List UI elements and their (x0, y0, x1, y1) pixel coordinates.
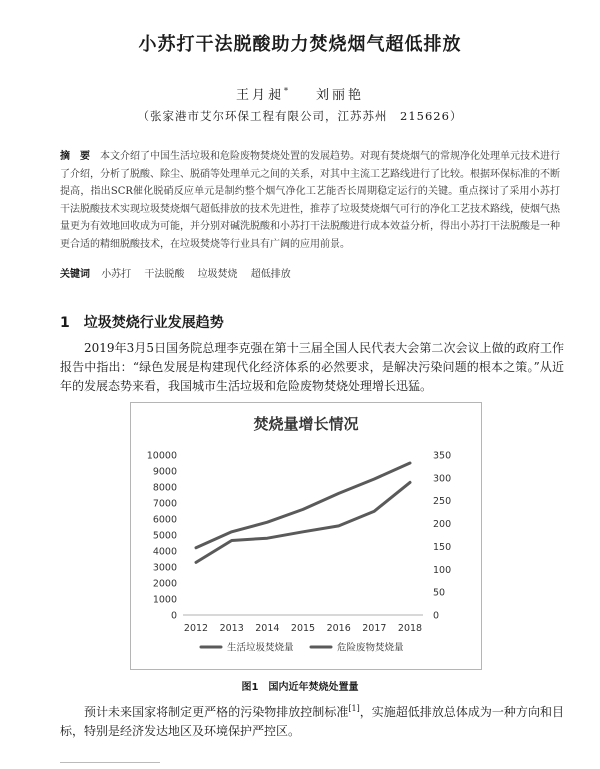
author-2: 刘丽艳 (316, 88, 365, 103)
keywords-label: 关键词 (60, 269, 90, 280)
x-tick-label: 2017 (362, 623, 387, 634)
y-right-tick-label: 50 (433, 587, 446, 599)
y-left-tick-label: 0 (170, 610, 177, 622)
figure-caption (0, 678, 600, 693)
legend-label: 生活垃圾焚烧量 (227, 642, 294, 654)
y-left-tick-label: 7000 (152, 498, 177, 510)
keywords (60, 265, 560, 280)
reference-mark: [1] (348, 704, 360, 713)
y-right-tick-label: 0 (433, 610, 440, 622)
y-right-tick-label: 100 (433, 564, 452, 576)
authors (0, 84, 600, 103)
body-paragraph (60, 699, 564, 741)
abstract-text: 本文介绍了中国生活垃圾和危险废物焚烧处置的发展趋势。对现有焚烧烟气的常规净化处理单元技术进行了介绍，分析了脱酸、除尘、脱硝等处理单元之间的关系，对其中主流工艺路线进行了比较。根据环保标准的不断提高，指出SCR催化脱硝反应单元是制约整个烟气净化工艺能否长周期稳定运行的关键。重点探讨了采用小苏打干法脱酸技术实现垃圾焚烧烟气超低排放的技术先进性，推荐了垃圾焚烧烟气可行的净化工艺技术路线，使烟气热量更为有效地回收成为可能，并分别对碱洗脱酸和小苏打干法脱酸进行成本效益分析，得出小苏打干法脱酸是一种更合适的精细脱酸技术，在垃圾焚烧等行业具有广阔的应用前景。 (60, 151, 560, 250)
x-tick-label: 2013 (219, 623, 244, 634)
keyword: 小苏打 (101, 269, 132, 280)
keyword: 超低排放 (250, 269, 291, 280)
figure-chart (130, 402, 482, 670)
corresponding-author-mark: * (284, 86, 288, 96)
y-left-tick-label: 6000 (152, 514, 177, 526)
y-left-tick-label: 2000 (152, 578, 177, 590)
y-right-tick-label: 300 (433, 473, 452, 485)
x-tick-label: 2015 (290, 623, 316, 634)
y-left-tick-label: 8000 (152, 482, 177, 494)
keyword: 干法脱酸 (144, 269, 185, 280)
paragraph-text: 预计未来国家将制定更严格的污染物排放控制标准 (84, 705, 349, 719)
author-1: 王月昶 (235, 88, 284, 103)
y-left-tick-label: 4000 (152, 546, 177, 558)
line-chart (131, 403, 481, 669)
y-left-tick-label: 3000 (152, 562, 177, 574)
figure-caption-text: 国内近年焚烧处置量 (268, 682, 359, 693)
x-tick-label: 2012 (183, 623, 209, 634)
keyword: 垃圾焚烧 (197, 269, 238, 280)
x-tick-label: 2018 (397, 623, 423, 634)
x-tick-label: 2014 (255, 623, 280, 634)
abstract-label: 摘 要 (60, 151, 90, 162)
section-number: 1 (60, 315, 70, 331)
paper-title: 小苏打干法脱酸助力焚烧烟气超低排放 (138, 34, 462, 55)
y-left-tick-label: 5000 (152, 530, 177, 542)
y-left-tick-label: 9000 (152, 466, 177, 478)
series-line-1 (196, 463, 410, 548)
series-line-2 (196, 482, 410, 562)
y-right-tick-label: 350 (433, 450, 452, 462)
body-paragraph: 2019年3月5日国务院总理李克强在第十三届全国人民代表大会第二次会议上做的政府工作报告中指出：“绿色发展是构建现代化经济体系的必然要求，是解决污染问题的根本之策。”从近年的发展态势来看，我国城市生活垃圾和危险废物焚烧处理增长迅猛。 (60, 341, 564, 393)
y-right-tick-label: 150 (433, 541, 452, 553)
x-tick-label: 2016 (326, 623, 351, 634)
abstract (60, 148, 560, 253)
y-left-tick-label: 1000 (152, 594, 177, 606)
section-title: 垃圾焚烧行业发展趋势 (83, 315, 224, 331)
chart-title: 焚烧量增长情况 (253, 415, 359, 433)
y-right-tick-label: 250 (433, 496, 452, 508)
legend-label: 危险废物焚烧量 (337, 642, 404, 654)
section-heading (60, 312, 224, 332)
footnote-rule (60, 762, 160, 763)
y-right-tick-label: 200 (433, 519, 452, 531)
paragraph-text: ，实施超低排放总体成为一种方向和目标，特别是经济发达地区及环境保护严控区。 (60, 705, 564, 738)
y-left-tick-label: 10000 (146, 450, 177, 462)
affiliation: （张家港市艾尔环保工程有限公司，江苏苏州 215626） (137, 109, 463, 123)
figure-label: 图1 (241, 682, 259, 693)
